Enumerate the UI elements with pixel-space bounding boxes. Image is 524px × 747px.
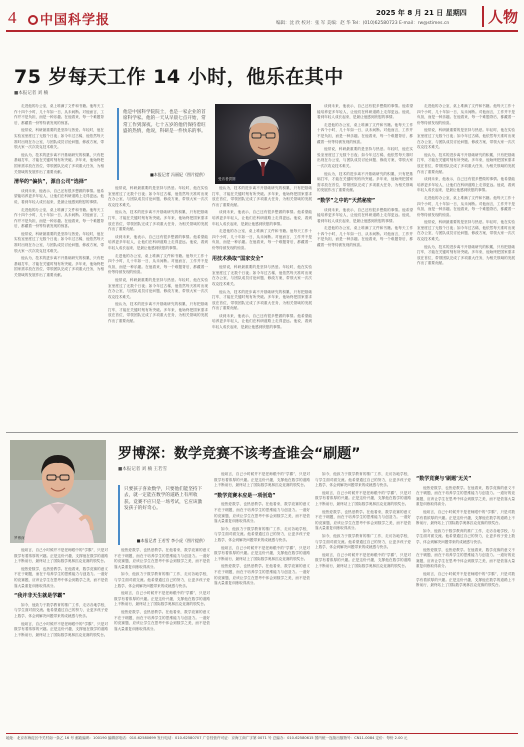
- paragraph: 他常说，科研最重要的是坚持与热爱。年轻时，他在实验室里度过了无数个日夜；如今年过古稀，他依然每天准时出现在办公室，与团队成员讨论问题、修改方案，带领大家一次次攻克技术难关。: [14, 128, 104, 150]
- article1-column-1: [14, 104, 104, 426]
- paragraph: 他坦言，自己小时候并不是老师眼中的“学霸”，只是对数学有着浓厚的兴趣。正是这份兴趣，支撑他在数学的道路上不断前行，最终站上了国际数学奥林匹克竞赛的领奖台。: [14, 621, 108, 637]
- pull-quote-text: 只要孩子喜欢数学，只要他们能坚持下去，就一定能在数学的道路上有所收获。竞赛不应只是一场考试，它应该激发孩子的好奇心。: [124, 487, 203, 512]
- subhead: “数学竞赛本应是一项创造”: [214, 492, 276, 499]
- paragraph: 走进他的办公室，桌上堆满了文件和书籍。他每天工作十四个小时，几十年如一日，从未间断。对他而言，工作并不是负担，而是一种乐趣。在他看来，每一个难题背后，都藏着一份等待被发现的惊喜。: [108, 253, 208, 275]
- paragraph: 他热爱数学，也热爱教学。在他看来，数学竞赛的意义不在于刷题，而在于培养学生的思维能力与创造力。一道好的竞赛题，应该让学生在思考中体会到数学之美，而不是依靠大量重复训练取得高分。: [14, 566, 108, 588]
- paragraph: 他热爱数学，也热爱教学。在他看来，数学竞赛的意义不在于刷题，而在于培养学生的思维能力与创造力。一道好的竞赛题，应该让学生在思考中体会到数学之美，而不是依靠大量重复训练取得高分。: [416, 547, 515, 569]
- photo-credit: 受访者供图: [218, 177, 236, 181]
- article2-pull-quote: [118, 485, 210, 545]
- paragraph: 走进他的办公室，桌上堆满了文件和书籍。他每天工作十四个小时，几十年如一日，从未间断。对他而言，工作并不是负担，而是一种乐趣。在他看来，每一个难题背后，都藏着一份等待被发现的惊喜。: [317, 122, 413, 144]
- paragraph: 他坦言，自己小时候并不是老师眼中的“学霸”，只是对数学有着浓厚的兴趣。正是这份兴趣，支撑他在数学的道路上不断前行，最终站上了国际数学奥林匹克竞赛的领奖台。: [214, 472, 310, 488]
- paragraph: 他热爱数学，也热爱教学。在他看来，数学竞赛的意义不在于刷题，而在于培养学生的思维能力与创造力。一道好的竞赛题，应该让学生在思考中体会到数学之美，而不是依靠大量重复训练取得高分。: [315, 509, 411, 531]
- paragraph: 他常说，科研最重要的是坚持与热爱。年轻时，他在实验室里度过了无数个日夜；如今年过古稀，他依然每天准时出现在办公室，与团队成员讨论问题、修改方案，带领大家一次次攻克技术难关。: [14, 231, 104, 253]
- portrait-luo-poshen: [10, 440, 106, 543]
- article2-title: 罗博深：数学竞赛不该考查谁会“刷题”: [118, 446, 361, 462]
- paragraph: 走进他的办公室，桌上堆满了文件和书籍。他每天工作十四个小时，几十年如一日，从未间断。对他而言，工作并不是负担，而是一种乐趣。在他看来，每一个难题背后，都藏着一份等待被发现的惊喜。: [417, 195, 515, 217]
- article1-column-5: [417, 104, 515, 426]
- paragraph: 如今，他致力于数学教育的推广工作，走访各地学校，与学生面对面交流。他希望通过自己的努力，让更多孩子爱上数学，体会到解决问题带来的成就感与快乐。: [14, 602, 108, 618]
- paragraph: 他坦言，自己小时候并不是老师眼中的“学霸”，只是对数学有着浓厚的兴趣。正是这份兴趣，支撑他在数学的道路上不断前行，最终站上了国际数学奥林匹克竞赛的领奖台。: [214, 545, 310, 561]
- masthead: [6, 6, 518, 32]
- subhead: “数学”之中的“天然秘密”: [317, 197, 376, 204]
- paragraph: 如今，他致力于数学教育的推广工作，走访各地学校，与学生面对面交流。他希望通过自己的努力，让更多孩子爱上数学，体会到解决问题带来的成就感与快乐。: [416, 528, 515, 544]
- footer-text: 地址：北京市海淀区中关村南一条乙 16 号 邮政编码：100190 编辑部电话：010-62580699 发行电话：010-62580707 广告经营许可证：京海工商广字第 0071 号 总编办：010-62580615 国内统一连续出版物号：CN11-0084 定价：每份 2.00 元: [6, 736, 408, 740]
- article1-photo: [215, 104, 311, 184]
- article2-byline: ■本报记者 刘 楠 王若雪: [118, 467, 168, 472]
- subhead: “我并非天生就是学霸”: [14, 593, 66, 600]
- paragraph: 他认为，技术的进步离不开基础研究的积累，只有把基础打牢，才能在关键时刻有所突破。多年来，他始终把国家需求放在首位，带领团队完成了多项重大任务，为相关领域的发展作出了重要贡献。: [108, 210, 208, 232]
- pull-quote-credit: ■本报记者 冯丽妃（图片提供）: [149, 172, 207, 177]
- paragraph: 他坦言，自己小时候并不是老师眼中的“学霸”，只是对数学有着浓厚的兴趣。正是这份兴趣，支撑他在数学的道路上不断前行，最终站上了国际数学奥林匹克竞赛的领奖台。: [416, 509, 515, 526]
- paragraph: 谈到未来，他表示，自己还有很多想做的事情。他希望能培养更多年轻人，让他们在科研道路上走得更远。他说，看到年轻人成长起来，是最让他感到欣慰的事情。: [108, 234, 208, 250]
- article1-title: 75 岁每天工作 14 小时，他乐在其中: [14, 66, 344, 88]
- paragraph: 他热爱数学，也热爱教学。在他看来，数学竞赛的意义不在于刷题，而在于培养学生的思维能力与创造力。一道好的竞赛题，应该让学生在思考中体会到数学之美，而不是依靠大量重复训练取得高分。: [214, 564, 310, 586]
- paragraph: 走进他的办公室，桌上堆满了文件和书籍。他每天工作十四个小时，几十年如一日，从未间断。对他而言，工作并不是负担，而是一种乐趣。在他看来，每一个难题背后，都藏着一份等待被发现的惊喜。: [417, 104, 515, 125]
- paragraph: 如今，他致力于数学教育的推广工作，走访各地学校，与学生面对面交流。他希望通过自己的努力，让更多孩子爱上数学，体会到解决问题带来的成就感与快乐。: [315, 472, 411, 488]
- article2-column-3: [214, 472, 310, 728]
- paragraph: 他常说，科研最重要的是坚持与热爱。年轻时，他在实验室里度过了无数个日夜；如今年过古稀，他依然每天准时出现在办公室，与团队成员讨论问题、修改方案，带领大家一次次攻克技术难关。: [417, 220, 515, 242]
- article1-column-2: [108, 186, 208, 426]
- paragraph: 他认为，技术的进步离不开基础研究的积累，只有把基础打牢，才能在关键时刻有所突破。多年来，他始终把国家需求放在首位，带领团队完成了多项重大任务，为相关领域的发展作出了重要贡献。: [14, 152, 104, 174]
- paragraph: 谈到未来，他表示，自己还有很多想做的事情。他希望能培养更多年轻人，让他们在科研道路上走得更远。他说，看到年轻人成长起来，是最让他感到欣慰的事情。: [212, 210, 312, 226]
- paragraph: 如今，他致力于数学教育的推广工作，走访各地学校，与学生面对面交流。他希望通过自己的努力，让更多孩子爱上数学，体会到解决问题带来的成就感与快乐。: [315, 533, 411, 550]
- paragraph: 如今，他致力于数学教育的推广工作，走访各地学校，与学生面对面交流。他希望通过自己的努力，让更多孩子爱上数学，体会到解决问题带来的成就感与快乐。: [114, 572, 210, 588]
- logo-emblem-icon: [28, 15, 38, 25]
- article-divider: [6, 432, 518, 433]
- page-footer: [6, 733, 518, 742]
- contact-line: 编辑：沈 欣 校对：张 军 美编：赵 华 Tel：(010)62580723 E-mail：rw@stimes.cn: [276, 21, 450, 26]
- paragraph: 他认为，技术的进步离不开基础研究的积累，只有把基础打牢，才能在关键时刻有所突破。多年来，他始终把国家需求放在首位，带领团队完成了多项重大任务，为相关领域的发展作出了重要贡献。: [317, 171, 413, 193]
- paragraph: 他认为，技术的进步离不开基础研究的积累，只有把基础打牢，才能在关键时刻有所突破。多年来，他始终把国家需求放在首位，带领团队完成了多项重大任务，为相关领域的发展作出了重要贡献。: [108, 302, 208, 324]
- paragraph: 他认为，技术的进步离不开基础研究的积累，只有把基础打牢，才能在关键时刻有所突破。多年来，他始终把国家需求放在首位，带领团队完成了多项重大任务，为相关领域的发展作出了重要贡献。: [417, 244, 515, 266]
- paragraph: 谈到未来，他表示，自己还有很多想做的事情。他希望能培养更多年轻人，让他们在科研道路上走得更远。他说，看到年轻人成长起来，是最让他感到欣慰的事情。: [417, 177, 515, 193]
- subhead: 清华的“偏执”，源自公司“选择”: [14, 179, 88, 186]
- article1-byline: ■本报记者 刘 楠: [14, 91, 49, 96]
- subhead: “数学竞赛与‘刷题’无关”: [416, 476, 472, 482]
- article2-column-2: [114, 548, 210, 728]
- article2-column-4: [315, 472, 411, 728]
- paragraph: 他常说，科研最重要的是坚持与热爱。年轻时，他在实验室里度过了无数个日夜；如今年过古稀，他依然每天准时出现在办公室，与团队成员讨论问题、修改方案，带领大家一次次攻克技术难关。: [212, 265, 312, 286]
- paragraph: 他常说，科研最重要的是坚持与热爱。年轻时，他在实验室里度过了无数个日夜；如今年过古稀，他依然每天准时出现在办公室，与团队成员讨论问题、修改方案，带领大家一次次攻克技术难关。: [108, 277, 208, 299]
- portrait-elderly-scientist: [215, 104, 311, 184]
- issue-date: 2025 年 8 月 21 日 星期四: [376, 9, 467, 17]
- paragraph: 他坦言，自己小时候并不是老师眼中的“学霸”，只是对数学有着浓厚的兴趣。正是这份兴趣，支撑他在数学的道路上不断前行，最终站上了国际数学奥林匹克竞赛的领奖台。: [114, 591, 210, 607]
- section-label: 人物: [482, 6, 518, 27]
- paragraph: 如今，他致力于数学教育的推广工作，走访各地学校，与学生面对面交流。他希望通过自己的努力，让更多孩子爱上数学，体会到解决问题带来的成就感与快乐。: [214, 526, 310, 542]
- article1-column-4: [317, 104, 413, 426]
- paragraph: 谈到未来，他表示，自己还有很多想做的事情。他希望能培养更多年轻人，让他们在科研道路上走得更远。他说，看到年轻人成长起来，是最让他感到欣慰的事情。: [317, 104, 413, 120]
- article2-column-5: [416, 472, 515, 728]
- paragraph: 他认为，技术的进步离不开基础研究的积累，只有把基础打牢，才能在关键时刻有所突破。多年来，他始终把国家需求放在首位，带领团队完成了多项重大任务，为相关领域的发展作出了重要贡献。: [14, 256, 104, 278]
- paragraph: 谈到未来，他表示，自己还有很多想做的事情。他希望能培养更多年轻人，让他们在科研道路上走得更远。他说，看到年轻人成长起来，是最让他感到欣慰的事情。: [14, 188, 104, 204]
- paragraph: 他坦言，自己小时候并不是老师眼中的“学霸”，只是对数学有着浓厚的兴趣。正是这份兴趣，支撑他在数学的道路上不断前行，最终站上了国际数学奥林匹克竞赛的领奖台。: [315, 490, 411, 506]
- article2-column-1: [14, 548, 108, 728]
- paragraph: 他坦言，自己小时候并不是老师眼中的“学霸”，只是对数学有着浓厚的兴趣。正是这份兴趣，支撑他在数学的道路上不断前行，最终站上了国际数学奥林匹克竞赛的领奖台。: [315, 552, 411, 568]
- photo-credit: 罗博深: [14, 536, 25, 540]
- paragraph: 他常说，科研最重要的是坚持与热爱。年轻时，他在实验室里度过了无数个日夜；如今年过古稀，他依然每天准时出现在办公室，与团队成员讨论问题、修改方案，带领大家一次次攻克技术难关。: [108, 186, 208, 207]
- paragraph: 他热爱数学，也热爱教学。在他看来，数学竞赛的意义不在于刷题，而在于培养学生的思维能力与创造力。一道好的竞赛题，应该让学生在思考中体会到数学之美，而不是依靠大量重复训练取得高分。: [416, 485, 515, 507]
- paragraph: 他认为，技术的进步离不开基础研究的积累，只有把基础打牢，才能在关键时刻有所突破。多年来，他始终把国家需求放在首位，带领团队完成了多项重大任务，为相关领域的发展作出了重要贡献。: [417, 152, 515, 174]
- article2-photo: [10, 440, 106, 543]
- paragraph: 他认为，技术的进步离不开基础研究的积累，只有把基础打牢，才能在关键时刻有所突破。多年来，他始终把国家需求放在首位，带领团队完成了多项重大任务，为相关领域的发展作出了重要贡献。: [212, 289, 312, 311]
- paragraph: 走进他的办公室，桌上堆满了文件和书籍。他每天工作十四个小时，几十年如一日，从未间断。对他而言，工作并不是负担，而是一种乐趣。在他看来，每一个难题背后，都藏着一份等待被发现的惊喜。: [212, 229, 312, 250]
- paragraph: 谈到未来，他表示，自己还有很多想做的事情。他希望能培养更多年轻人，让他们在科研道路上走得更远。他说，看到年轻人成长起来，是最让他感到欣慰的事情。: [317, 207, 413, 223]
- newspaper-name: 中国科学报: [40, 13, 111, 28]
- paragraph: 他认为，技术的进步离不开基础研究的积累，只有把基础打牢，才能在关键时刻有所突破。多年来，他始终把国家需求放在首位，带领团队完成了多项重大任务，为相关领域的发展作出了重要贡献。: [212, 186, 312, 207]
- article1-pull-quote: [117, 108, 210, 180]
- paragraph: 走进他的办公室，桌上堆满了文件和书籍。他每天工作十四个小时，几十年如一日，从未间断。对他而言，工作并不是负担，而是一种乐趣。在他看来，每一个难题背后，都藏着一份等待被发现的惊喜。: [14, 104, 104, 125]
- paragraph: 他常说，科研最重要的是坚持与热爱。年轻时，他在实验室里度过了无数个日夜；如今年过古稀，他依然每天准时出现在办公室，与团队成员讨论问题、修改方案，带领大家一次次攻克技术难关。: [417, 128, 515, 150]
- newspaper-logo: [28, 9, 110, 28]
- paragraph: 他坦言，自己小时候并不是老师眼中的“学霸”，只是对数学有着浓厚的兴趣。正是这份兴趣，支撑他在数学的道路上不断前行，最终站上了国际数学奥林匹克竞赛的领奖台。: [14, 548, 108, 564]
- paragraph: 他常说，科研最重要的是坚持与热爱。年轻时，他在实验室里度过了无数个日夜；如今年过古稀，他依然每天准时出现在办公室，与团队成员讨论问题、修改方案，带领大家一次次攻克技术难关。: [317, 147, 413, 168]
- paragraph: 他热爱数学，也热爱教学。在他看来，数学竞赛的意义不在于刷题，而在于培养学生的思维能力与创造力。一道好的竞赛题，应该让学生在思考中体会到数学之美，而不是依靠大量重复训练取得高分。: [114, 609, 210, 631]
- page-number: 4: [8, 8, 17, 27]
- article1-column-3: [212, 186, 312, 426]
- subhead: 用技术换取“国家安全”: [212, 255, 264, 262]
- pull-quote-credit: ■本报记者 王若雪 李小虎（图片提供）: [136, 538, 207, 543]
- paragraph: 走进他的办公室，桌上堆满了文件和书籍。他每天工作十四个小时，几十年如一日，从未间断。对他而言，工作并不是负担，而是一种乐趣。在他看来，每一个难题背后，都藏着一份等待被发现的惊喜。: [317, 226, 413, 248]
- paragraph: 他热爱数学，也热爱教学。在他看来，数学竞赛的意义不在于刷题，而在于培养学生的思维能力与创造力。一道好的竞赛题，应该让学生在思考中体会到数学之美，而不是依靠大量重复训练取得高分。: [214, 502, 310, 524]
- pull-quote-text: 他是中国科学院院士，也是一家企业的首席科学家。他的一天从早晨七点开始，常常工作到深夜。七十五岁的他仍保持着旺盛的热情，他说，科研是一件快乐的事。: [123, 110, 206, 135]
- paragraph: 走进他的办公室，桌上堆满了文件和书籍。他每天工作十四个小时，几十年如一日，从未间断。对他而言，工作并不是负担，而是一种乐趣。在他看来，每一个难题背后，都藏着一份等待被发现的惊喜。: [14, 207, 104, 229]
- paragraph: 谈到未来，他表示，自己还有很多想做的事情。他希望能培养更多年轻人，让他们在科研道路上走得更远。他说，看到年轻人成长起来，是最让他感到欣慰的事情。: [212, 313, 312, 330]
- paragraph: 他坦言，自己小时候并不是老师眼中的“学霸”，只是对数学有着浓厚的兴趣。正是这份兴趣，支撑他在数学的道路上不断前行，最终站上了国际数学奥林匹克竞赛的领奖台。: [416, 571, 515, 588]
- paragraph: 他热爱数学，也热爱教学。在他看来，数学竞赛的意义不在于刷题，而在于培养学生的思维能力与创造力。一道好的竞赛题，应该让学生在思考中体会到数学之美，而不是依靠大量重复训练取得高分。: [114, 548, 210, 569]
